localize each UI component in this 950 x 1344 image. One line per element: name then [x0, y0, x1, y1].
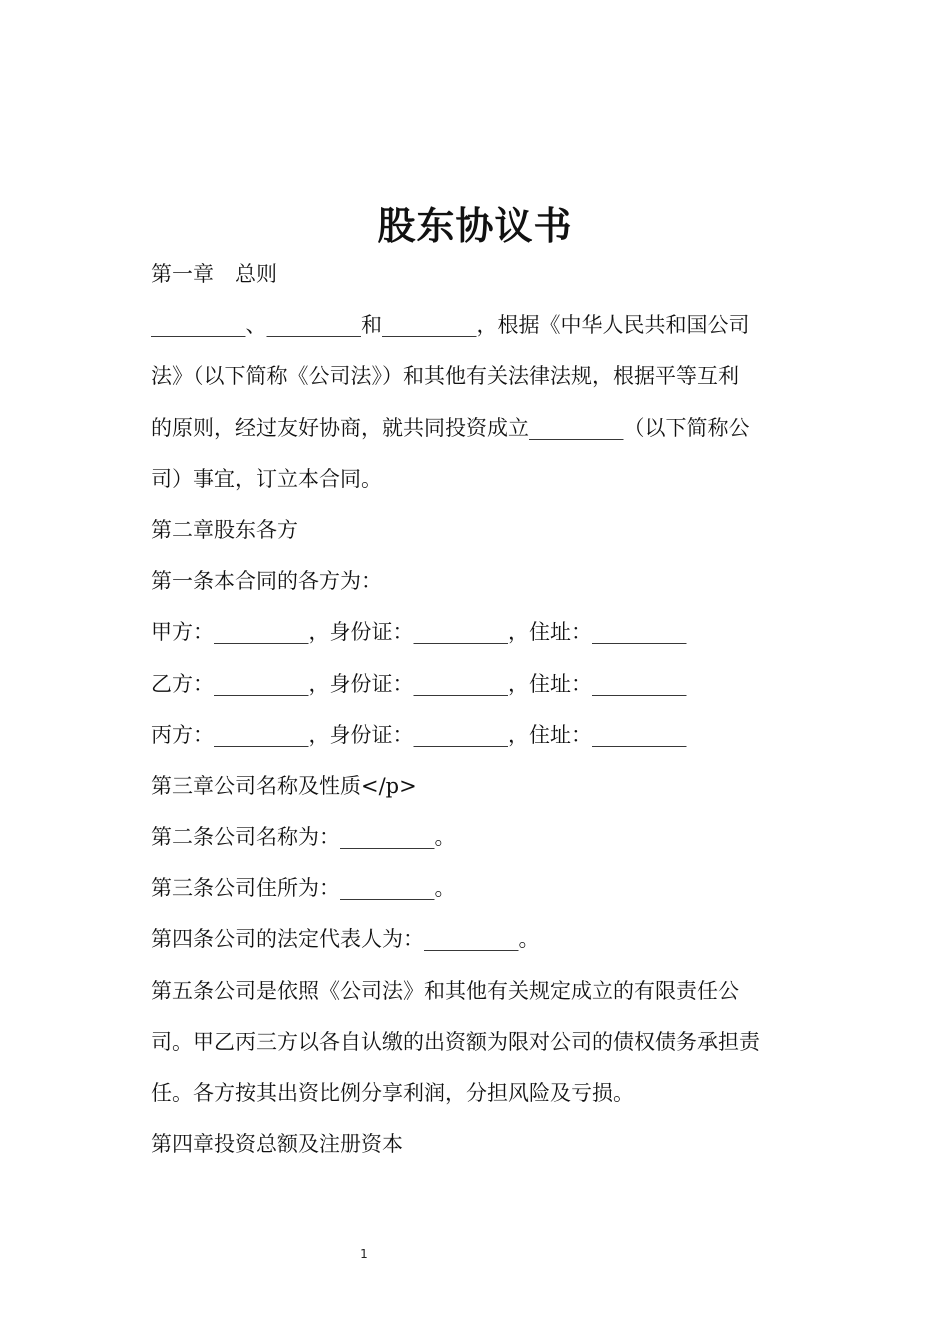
party-c-line: 丙方：_________，身份证：_________，住址：_________ — [151, 722, 687, 747]
paragraph-line: 的原则，经过友好协商，就共同投资成立_________（以下简称公 — [151, 415, 750, 440]
paragraph-line: 司）事宜，订立本合同。 — [151, 466, 382, 491]
article-5-line: 第五条公司是依照《公司法》和其他有关规定成立的有限责任公 — [151, 978, 739, 1003]
page-number: 1 — [360, 1247, 368, 1261]
paragraph-line: 法》（以下简称《公司法》）和其他有关法律法规，根据平等互利 — [151, 364, 739, 389]
article-5-line: 任。各方按其出资比例分享利润，分担风险及亏损。 — [151, 1081, 634, 1105]
party-a-line: 甲方：_________，身份证：_________，住址：_________ — [151, 620, 687, 645]
document-body — [151, 249, 811, 1170]
article-2: 第二条公司名称为：_________。 — [151, 825, 456, 850]
chapter-3-heading: 第三章公司名称及性质</p> — [151, 773, 417, 798]
article-5-line: 司。甲乙丙三方以各自认缴的出资额为限对公司的债权债务承担责 — [151, 1029, 760, 1054]
party-b-line: 乙方：_________，身份证：_________，住址：_________ — [151, 671, 687, 696]
chapter-1-heading: 第一章 总则 — [151, 262, 277, 286]
chapter-2-heading: 第二章股东各方 — [151, 517, 298, 542]
document-title: 股东协议书 — [377, 203, 573, 248]
paragraph-line: _________、_________和_________，根据《中华人民共和国公司 — [151, 313, 750, 338]
article-1: 第一条本合同的各方为： — [151, 569, 382, 594]
chapter-4-heading: 第四章投资总额及注册资本 — [151, 1132, 403, 1157]
article-4: 第四条公司的法定代表人为：_________。 — [151, 927, 540, 952]
article-3: 第三条公司住所为：_________。 — [151, 876, 456, 901]
